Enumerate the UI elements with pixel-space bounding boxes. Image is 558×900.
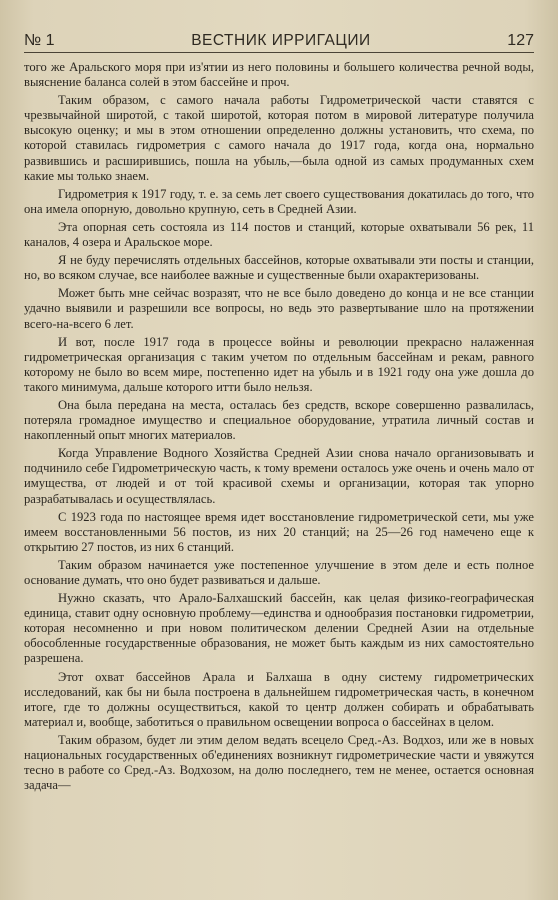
paragraph: Она была передана на места, осталась без средств, вскоре совершенно развалилась, потеряла громадное имущество и специальное оборудование, утратила личный состав и накопленный опыт многих материалов.	[24, 397, 534, 443]
paragraph: Гидрометрия к 1917 году, т. е. за семь лет своего существования докатилась до того, что она имела опорную, довольно крупную, сеть в Средней Азии.	[24, 186, 534, 216]
article-body	[24, 60, 534, 884]
paragraph: Таким образом, будет ли этим делом ведать всецело Сред.-Аз. Водхоз, или же в новых национальных государственных об'единениях возникнут гидрометрические части и увяжутся тесно в работе со Сред.-Аз. Водхозом, на долю последнего, тем не менее, остается основная задача—	[24, 732, 534, 793]
paragraph: Таким образом начинается уже постепенное улучшение в этом деле и есть полное основание думать, что оно будет развиваться и дальше.	[24, 557, 534, 587]
paragraph: Я не буду перечислять отдельных бассейнов, которые охватывали эти посты и станции, но, во всяком случае, все наиболее важные и существенные были охарактеризованы.	[24, 253, 534, 283]
paragraph: И вот, после 1917 года в процессе войны и революции прекрасно налаженная гидрометрическая организация с таким учетом по отдельным бассейнам и рекам, равного которому не было во всем мире, постепенно идет на убыль и в 1921 году она уже дошла до такого минимума, дальше которого итти было нельзя.	[24, 334, 534, 394]
page-number: 127	[507, 32, 534, 49]
paragraph: С 1923 года по настоящее время идет восстановление гидрометрической сети, мы уже имеем восстановленными 56 постов, из них 20 станций; на 25—26 год намечено еще к открытию 27 постов, из них 6 станций.	[24, 509, 534, 554]
paragraph: того же Аральского моря при из'ятии из него половины и большего количества речной воды, выяснение баланса солей в этом бассейне и проч.	[24, 60, 534, 90]
header-rule	[24, 52, 534, 53]
paragraph: Таким образом, с самого начала работы Гидрометрической части ставятся с чрезвычайной широтой, с такой широтой, которая потом в мировой литературе получила высокую оценку; и мы в этом отношении определенно должны установить, что схема, по которой ставилась гидрометрия с самого начала до 1917 года, когда она, нормально развившись и расширившись, пошла на убыль,—была одной из самых продуманных схем какие мы только знаем.	[24, 93, 534, 183]
paragraph: Эта опорная сеть состояла из 114 постов и станций, которые охватывали 56 рек, 11 каналов, 4 озера и Аральское море.	[24, 219, 534, 250]
paragraph: Нужно сказать, что Арало-Балхашский бассейн, как целая физико-географическая единица, ставит одну основную проблему—единства и однообразия постановки гидрометрии, которая несомненно и при новом политическом делении Средней Азии на отдельные обособленные государственные образования, не может быть каждым из них самостоятельно разрешена.	[24, 591, 534, 666]
paragraph: Этот охват бассейнов Арала и Балхаша в одну систему гидрометрических исследований, как бы ни была построена в дальнейшем гидрометрическая часть, в конечном итоге, где то должны осуществиться, какой то центр должен собирать и обрабатывать материал и, вообще, заботиться о правильном освещении вопроса о бассейнах в целом.	[24, 669, 534, 729]
issue-number: № 1	[24, 32, 55, 49]
running-header	[24, 24, 534, 50]
paragraph: Когда Управление Водного Хозяйства Средней Азии снова начало организовывать и подчинило себе Гидрометрическую часть, к тому времени осталось уже очень и очень мало от имущества, от людей и от той красивой схемы и организации, которая так упорно разрабатывалась и осуществлялась.	[24, 446, 534, 506]
journal-title: ВЕСТНИК ИРРИГАЦИИ	[191, 32, 371, 49]
paragraph: Может быть мне сейчас возразят, что не все было доведено до конца и не все станции удачно выявили и разрешили все вопросы, но ведь это развертывание шло на протяжении всего-на-всего 6 лет.	[24, 286, 534, 331]
